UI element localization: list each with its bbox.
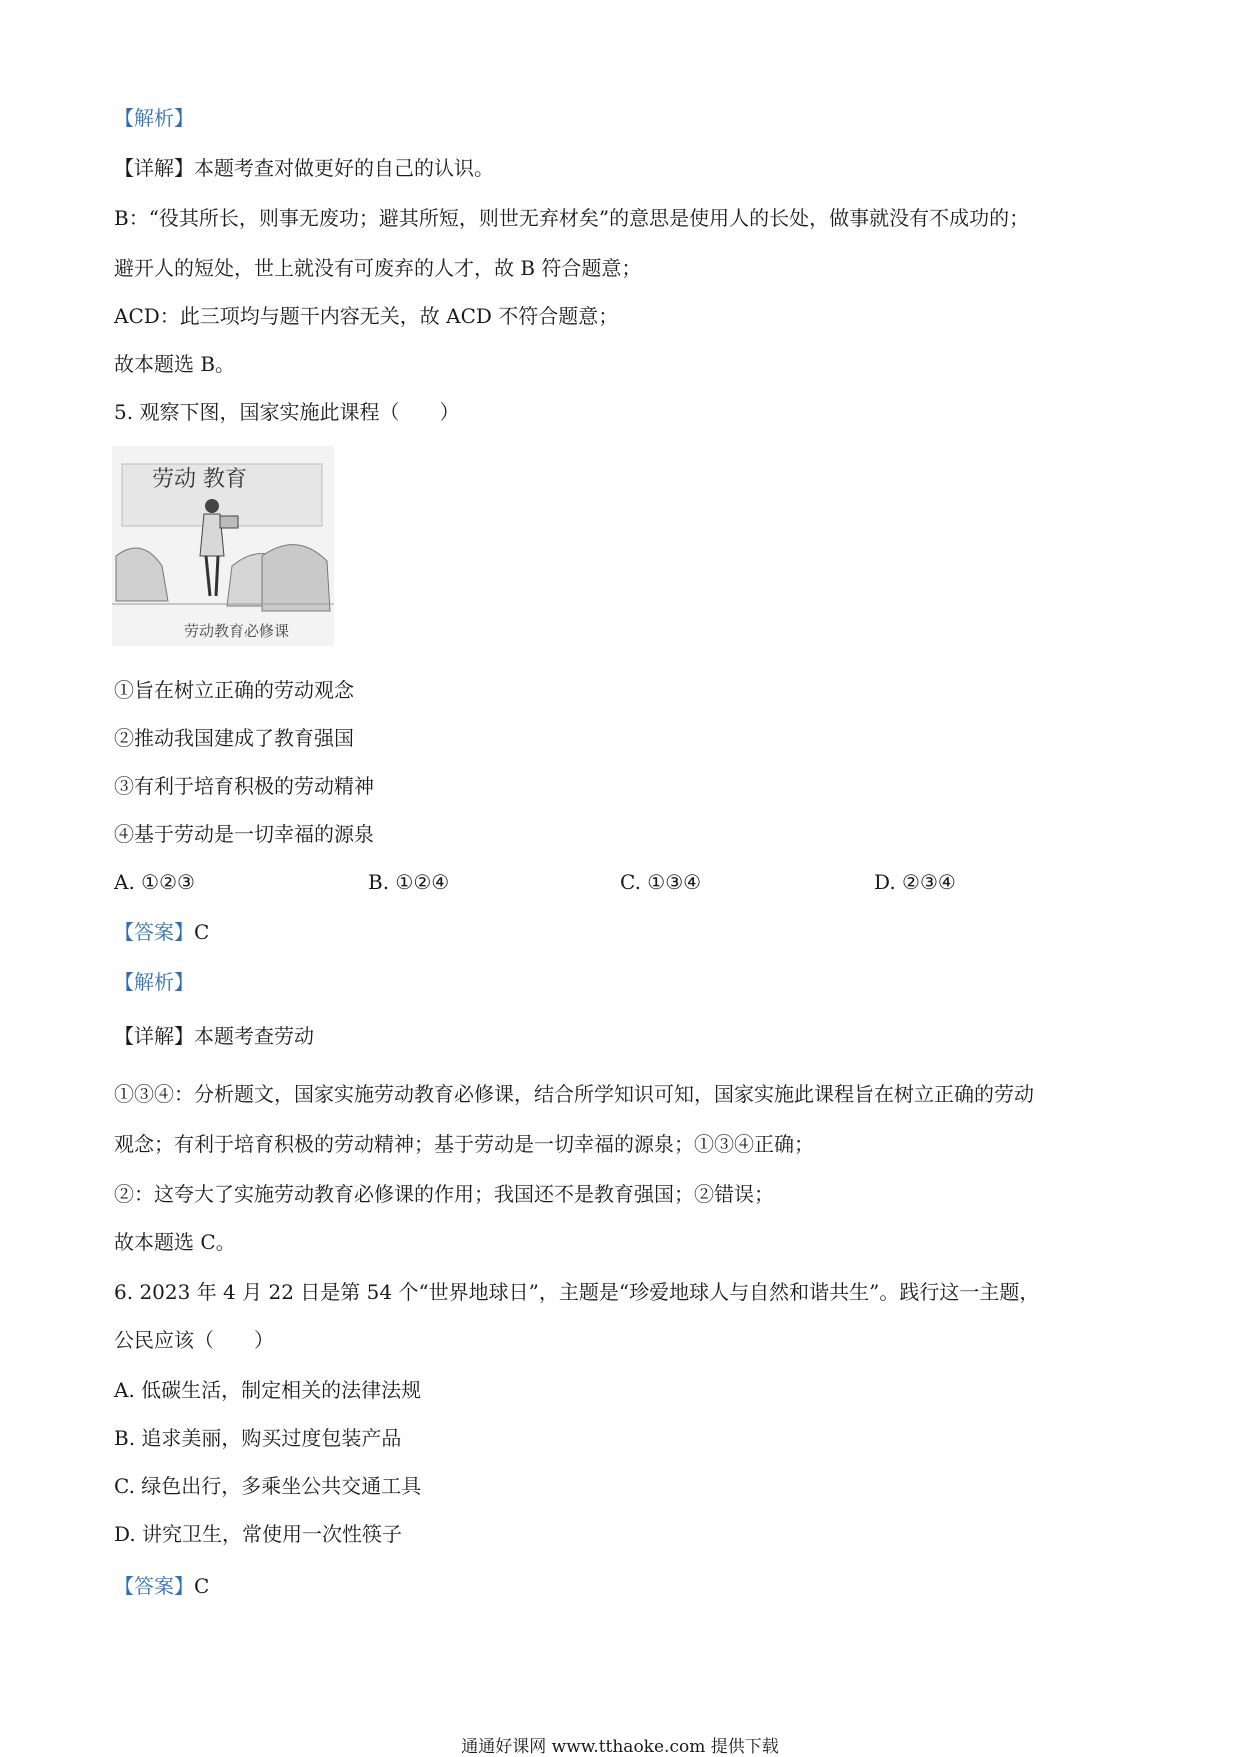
question-6-stem-2: 公民应该（ ） [114, 1328, 274, 1352]
answer-tag: 【答案】 [114, 1574, 194, 1598]
question-6-stem-1: 6. 2023 年 4 月 22 日是第 54 个“世界地球日”，主题是“珍爱地球人与自然和谐共生”。践行这一主题， [114, 1280, 1040, 1304]
labor-education-illustration [112, 446, 334, 646]
q5-analysis-heading: 【解析】 [114, 970, 194, 994]
statement-4: ④基于劳动是一切幸福的源泉 [114, 822, 374, 846]
q6-option-d: D. 讲究卫生，常使用一次性筷子 [114, 1522, 403, 1546]
q5-answer-line [114, 918, 209, 946]
explain-line-3: ACD：此三项均与题干内容无关，故 ACD 不符合题意； [114, 304, 619, 328]
q6-option-b: B. 追求美丽，购买过度包装产品 [114, 1426, 402, 1450]
explain-line-2: 避开人的短处，世上就没有可废弃的人才，故 B 符合题意； [114, 256, 642, 280]
q5-option-b: B. ①②④ [368, 870, 450, 894]
q5-explain-3: ②：这夸大了实施劳动教育必修课的作用；我国还不是教育强国；②错误； [114, 1182, 774, 1206]
explain-line-1: B：“役其所长，则事无废功；避其所短，则世无弃材矣”的意思是使用人的长处，做事就没有不成功的； [114, 206, 1030, 230]
q5-detail: 【详解】本题考查劳动 [114, 1024, 314, 1048]
page-footer: 通通好课网 www.tthaoke.com 提供下载 [461, 1737, 779, 1757]
statement-1: ①旨在树立正确的劳动观念 [114, 678, 354, 702]
q6-option-c: C. 绿色出行，多乘坐公共交通工具 [114, 1474, 422, 1498]
q5-option-d: D. ②③④ [874, 870, 956, 894]
conclusion-line: 故本题选 B。 [114, 352, 236, 376]
q5-option-a: A. ①②③ [114, 870, 195, 894]
analysis-heading: 【解析】 [114, 106, 194, 130]
statement-3: ③有利于培育积极的劳动精神 [114, 774, 374, 798]
answer-tag: 【答案】 [114, 920, 194, 944]
q5-option-c: C. ①③④ [620, 870, 702, 894]
q6-answer-line [114, 1572, 209, 1600]
q5-conclusion: 故本题选 C。 [114, 1230, 236, 1254]
q5-explain-1: ①③④：分析题文，国家实施劳动教育必修课，结合所学知识可知，国家实施此课程旨在树立正确的劳动 [114, 1082, 1034, 1106]
q5-explain-2: 观念；有利于培育积极的劳动精神；基于劳动是一切幸福的源泉；①③④正确； [114, 1132, 814, 1156]
figure-title: 劳动 教育 [152, 467, 247, 492]
q6-option-a: A. 低碳生活，制定相关的法律法规 [114, 1378, 422, 1402]
question-5-stem: 5. 观察下图，国家实施此课程（ ） [114, 400, 460, 424]
figure-caption: 劳动教育必修课 [184, 622, 290, 640]
answer-value: C [194, 920, 210, 944]
classroom-picture [112, 446, 334, 646]
answer-value: C [194, 1574, 210, 1598]
detail-line: 【详解】本题考查对做更好的自己的认识。 [114, 156, 494, 180]
statement-2: ②推动我国建成了教育强国 [114, 726, 354, 750]
